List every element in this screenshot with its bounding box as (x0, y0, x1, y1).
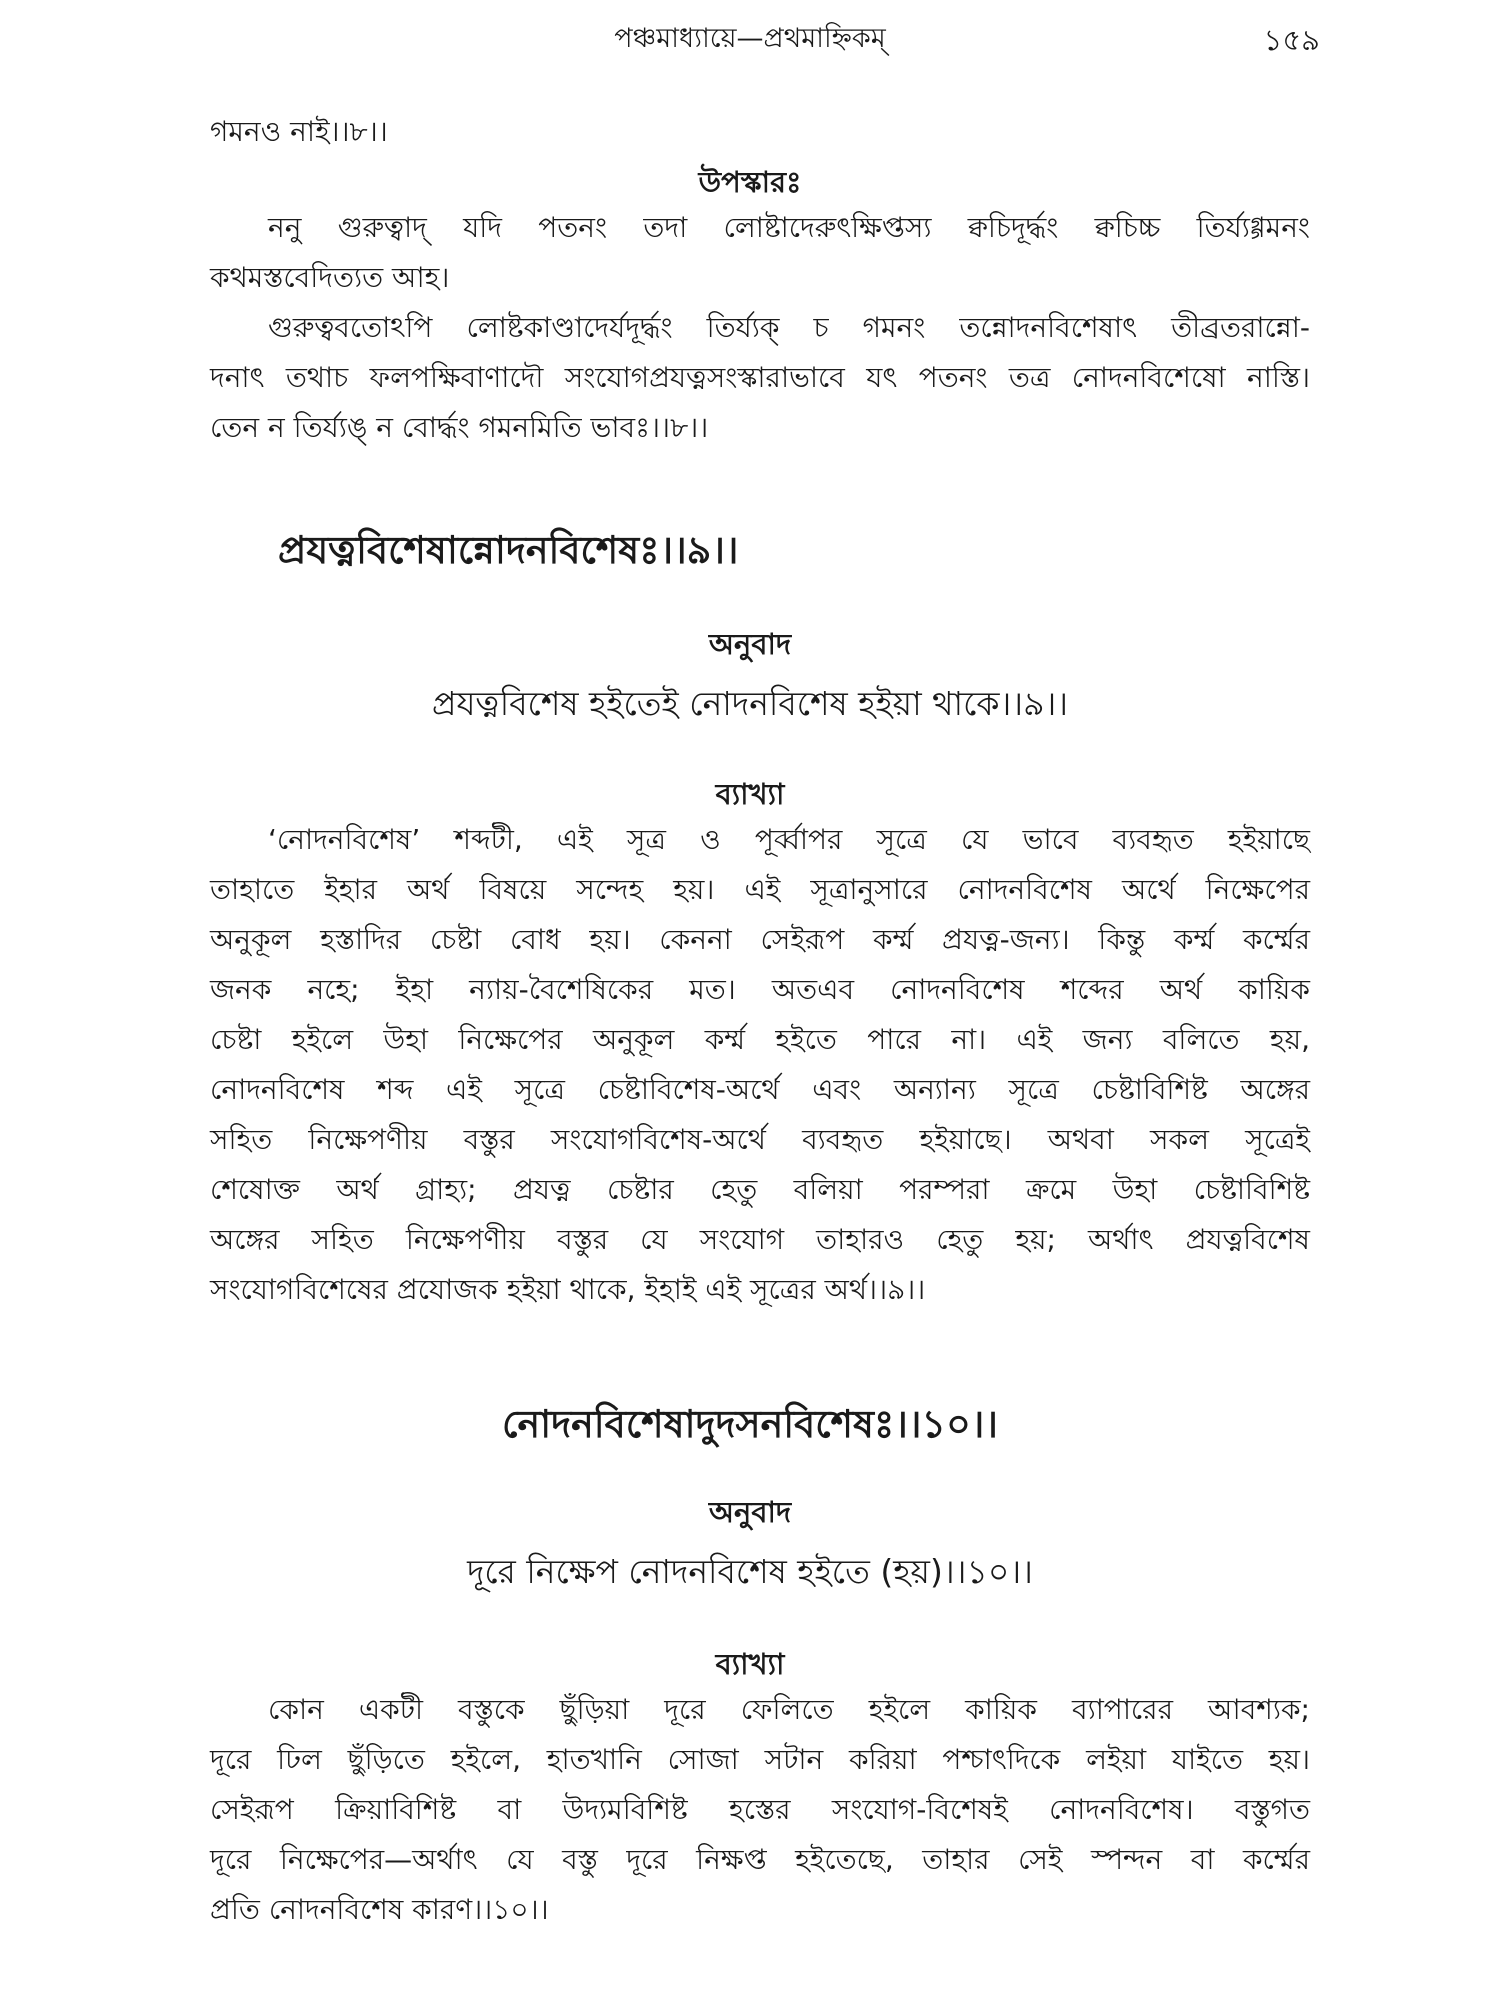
sutra-9-vyakhya-line-2: তাহাতে ইহার অর্থ বিষয়ে সন্দেহ হয়। এই সূত্রানুসারে নোদনবিশেষ অর্থে নিক্ষেপের (210, 873, 1310, 906)
sutra-9-translation: প্রযত্নবিশেষ হইতেই নোদনবিশেষ হইয়া থাকে।।৯।। (431, 684, 1069, 723)
upaskara-line-2: কথমস্তবেদিত্যত আহ। (210, 261, 450, 294)
sutra-9-vyakhya-line-10: সংযোগবিশেষের প্রযোজক হইয়া থাকে, ইহাই এই সূত্রের অর্থ।।৯।। (210, 1273, 926, 1306)
upaskara-line-3: গুরুত্ববতোঽপি লোষ্টকাণ্ডাদের্যদূর্দ্ধং তির্য্যক্ চ গমনং তন্নোদনবিশেষাৎ তীব্রতরান্নো- (268, 311, 1310, 344)
upaskara-line-5: তেন ন তির্য্যঙ্ ন বোর্দ্ধং গমনমিতি ভাবঃ।।৮।। (210, 411, 709, 444)
sutra-10-vyakhya-heading: ব্যাখ্যা (715, 1647, 785, 1681)
page-number: ১৫৯ (1263, 23, 1320, 57)
sutra-10-vyakhya-line-1: কোন একটী বস্তুকে ছুঁড়িয়া দূরে ফেলিতে হইলে কায়িক ব্যাপারের আবশ্যক; (268, 1693, 1310, 1726)
sutra-10-translation: দূরে নিক্ষেপ নোদনবিশেষ হইতে (হয়)।।১০।। (467, 1552, 1033, 1591)
sutra-9-vyakhya-heading: ব্যাখ্যা (715, 777, 785, 811)
carry-over-line: গমনও নাই।।৮।। (210, 115, 388, 148)
running-header-title: পঞ্চমাধ্যায়ে—প্রথমাহ্নিকম্ (614, 23, 886, 54)
sutra-10-vyakhya-line-4: দূরে নিক্ষেপের—অর্থাৎ যে বস্তু দূরে নিক্ষপ্ত হইতেছে, তাহার সেই স্পন্দন বা কর্ম্মের (210, 1843, 1310, 1876)
sutra-9-vyakhya-line-4: জনক নহে; ইহা ন্যায়-বৈশেষিকের মত। অতএব নোদনবিশেষ শব্দের অর্থ কায়িক (210, 973, 1310, 1006)
sutra-9-vyakhya-line-3: অনুকূল হস্তাদির চেষ্টা বোধ হয়। কেননা সেইরূপ কর্ম্ম প্রযত্ন-জন্য। কিন্তু কর্ম্ম কর্ম্মের (210, 923, 1310, 956)
sutra-10-vyakhya-line-5: প্রতি নোদনবিশেষ কারণ।।১০।। (210, 1893, 549, 1926)
sutra-9-vyakhya-line-5: চেষ্টা হইলে উহা নিক্ষেপের অনুকূল কর্ম্ম হইতে পারে না। এই জন্য বলিতে হয়, (210, 1023, 1310, 1056)
upaskara-heading: উপস্কারঃ (698, 165, 802, 199)
sutra-9-vyakhya-line-6: নোদনবিশেষ শব্দ এই সূত্রে চেষ্টাবিশেষ-অর্থে এবং অন্যান্য সূত্রে চেষ্টাবিশিষ্ট অঙ্গের (210, 1073, 1310, 1106)
sutra-9-vyakhya-line-8: শেষোক্ত অর্থ গ্রাহ্য; প্রযত্ন চেষ্টার হেতু বলিয়া পরম্পরা ক্রমে উহা চেষ্টাবিশিষ্ট (210, 1173, 1310, 1206)
sutra-9-text: প্রযত্নবিশেষান্নোদনবিশেষঃ।।৯।। (278, 528, 739, 572)
upaskara-line-4: দনাৎ তথাচ ফলপক্ষিবাণাদৌ সংযোগপ্রযত্নসংস্কারাভাবে যৎ পতনং তত্র নোদনবিশেষো নাস্তি। (210, 361, 1310, 394)
sutra-9-vyakhya-line-1: ‘নোদনবিশেষ’ শব্দটী, এই সূত্র ও পূর্ব্বাপর সূত্রে যে ভাবে ব্যবহৃত হইয়াছে (268, 823, 1310, 856)
sutra-10-anuvad-heading: অনুবাদ (708, 1495, 792, 1529)
sutra-9-vyakhya-line-9: অঙ্গের সহিত নিক্ষেপণীয় বস্তুর যে সংযোগ তাহারও হেতু হয়; অর্থাৎ প্রযত্নবিশেষ (210, 1223, 1310, 1256)
sutra-10-text: নোদনবিশেষাদুদসনবিশেষঃ।।১০।। (502, 1402, 998, 1446)
upaskara-line-1: ননু গুরুত্বাদ্ যদি পতনং তদা লোষ্টাদেরুৎক্ষিপ্তস্য ক্বচিদূর্দ্ধং ক্বচিচ্চ তির্য্যগ্গমনং (268, 211, 1310, 244)
sutra-9-anuvad-heading: অনুবাদ (708, 627, 792, 661)
sutra-10-vyakhya-line-2: দূরে ঢিল ছুঁড়িতে হইলে, হাতখানি সোজা সটান করিয়া পশ্চাৎদিকে লইয়া যাইতে হয়। (210, 1743, 1310, 1776)
sutra-9-vyakhya-line-7: সহিত নিক্ষেপণীয় বস্তুর সংযোগবিশেষ-অর্থে ব্যবহৃত হইয়াছে। অথবা সকল সূত্রেই (210, 1123, 1310, 1156)
sutra-10-vyakhya-line-3: সেইরূপ ক্রিয়াবিশিষ্ট বা উদ্যমবিশিষ্ট হস্তের সংযোগ-বিশেষই নোদনবিশেষ। বস্তুগত (210, 1793, 1310, 1826)
